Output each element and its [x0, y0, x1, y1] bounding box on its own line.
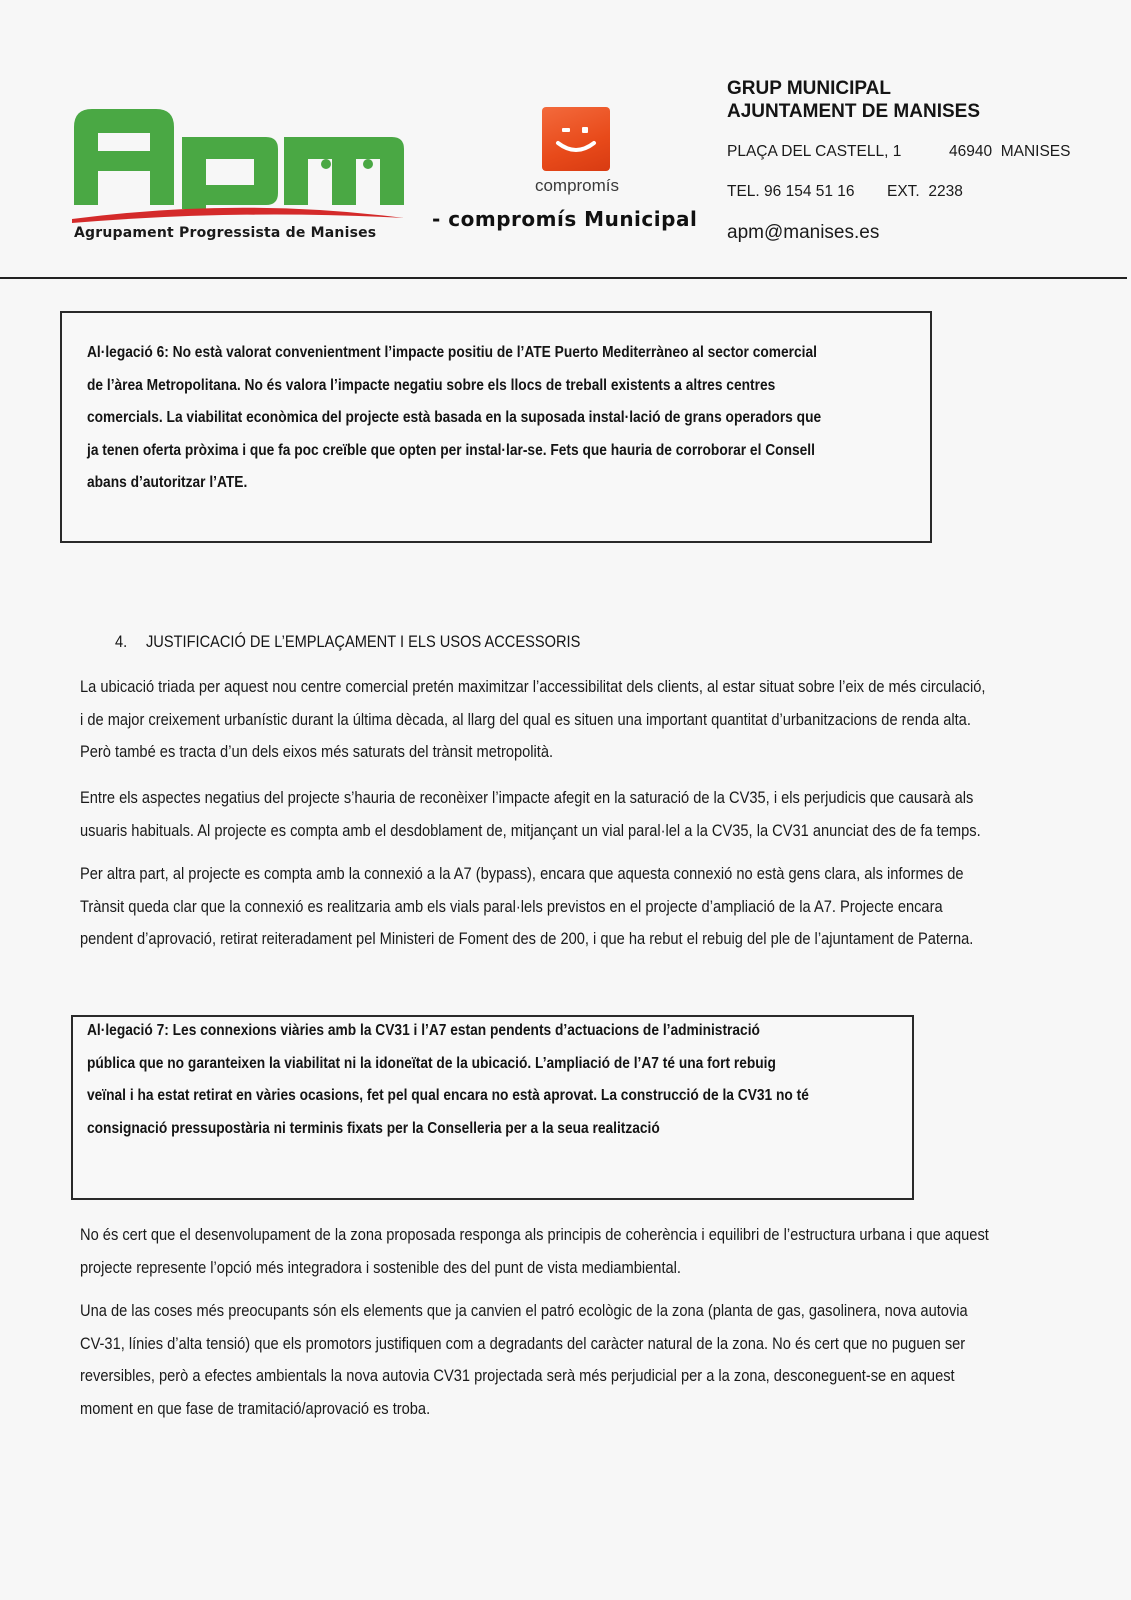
- text-line: Entre els aspectes negatius del projecte s’hauria de reconèixer l’impacte afegit en la saturació de la CV35, i els perjudicis que causarà als: [80, 789, 974, 807]
- org-address: PLAÇA DEL CASTELL, 1: [727, 143, 902, 160]
- section-4-heading: [115, 632, 580, 652]
- header-divider: [0, 277, 1127, 279]
- apm-logo: [70, 105, 415, 245]
- text-line: No és cert que el desenvolupament de la zona proposada responga als principis de coherència i equilibri de l’estructura urbana i que aquest: [80, 1226, 989, 1244]
- compromis-smiley-icon: [542, 107, 610, 171]
- org-title-line1: GRUP MUNICIPAL: [727, 78, 891, 99]
- closing-paragraph-2: [80, 1295, 1030, 1425]
- org-phone: TEL. 96 154 51 16: [727, 183, 855, 200]
- text-line: i de major creixement urbanístic durant la última dècada, al llarg del qual es situen una important quantitat d’urbanitzacions de renda alta.: [80, 710, 971, 729]
- compromis-wordmark: compromís: [534, 176, 620, 195]
- text-line: Trànsit queda clar que la connexió es realitzaria amb els vials paral·lels previstos en el projecte d’ampliació de la A7. Projecte encara: [80, 897, 943, 916]
- text-line: usuaris habituals. Al projecte es compta amb el desdoblament de, mitjançant un vial paral·lel a la CV35, la CV31 anunciat des de fa temps.: [80, 821, 981, 840]
- allegation-6-line: abans d’autoritzar l’ATE.: [87, 474, 248, 491]
- org-postal: 46940 MANISES: [949, 143, 1071, 160]
- text-line: Per altra part, al projecte es compta amb la connexió a la A7 (bypass), encara que aquesta connexió no està gens clara, als informes de: [80, 865, 964, 883]
- allegation-7-text: [87, 1015, 924, 1145]
- compromis-municipal-label: - compromís Municipal: [432, 207, 698, 231]
- allegation-6-text: [87, 337, 953, 500]
- apm-subtitle: Agrupament Progressista de Manises: [74, 225, 377, 241]
- section-4-paragraph-1: [80, 671, 1030, 769]
- org-email: apm@manises.es: [727, 222, 880, 243]
- allegation-6-line: ja tenen oferta pròxima i que fa poc creïble que opten per instal·lar-se. Fets que hauria de corroborar el Consell: [87, 441, 815, 459]
- section-4-paragraph-3: [80, 858, 1030, 956]
- text-line: CV-31, línies d’alta tensió) que els promotors justifiquen com a degradants del caràcter natural de la zona. No és cert que no puguen ser: [80, 1334, 966, 1353]
- allegation-7-line: veïnal i ha estat retirat en vàries ocasions, fet pel qual encara no està aprovat. La construcció de la CV31 no té: [87, 1087, 809, 1104]
- allegation-6-line: de l’àrea Metropolitana. No és valora l’impacte negatiu sobre els llocs de treball existents a altres centres: [87, 376, 776, 394]
- allegation-7-box: [71, 1015, 914, 1200]
- text-line: Però també es tracta d’un dels eixos més saturats del trànsit metropolità.: [80, 743, 554, 761]
- text-line: Una de las coses més preocupants són els elements que ja canvien el patró ecològic de la zona (planta de gas, gasolinera, nova autovia: [80, 1302, 968, 1320]
- section-4-paragraph-2: [80, 782, 1030, 847]
- org-title-line2: AJUNTAMENT DE MANISES: [727, 101, 980, 122]
- allegation-7-line: consignació pressupostària ni terminis fixats per la Conselleria per a la seua realització: [87, 1119, 660, 1137]
- text-line: La ubicació triada per aquest nou centre comercial pretén maximitzar l’accessibilitat dels clients, al estar situat sobre l’eix de més circulació,: [80, 678, 986, 696]
- section-title: JUSTIFICACIÓ DE L’EMPLAÇAMENT I ELS USOS ACCESSORIS: [145, 632, 581, 651]
- apm-logo-mark-icon: [70, 105, 415, 223]
- org-ext: EXT. 2238: [887, 183, 963, 200]
- allegation-6-line: Al·legació 6: No està valorat convenientment l’impacte positiu de l’ATE Puerto Mediterràneo al sector comercial: [87, 344, 817, 361]
- text-line: moment en que fase de tramitació/aprovació es troba.: [80, 1399, 431, 1418]
- allegation-7-line: pública que no garanteixen la viabilitat ni la idoneïtat de la ubicació. L’ampliació de l’A7 té una fort rebuig: [87, 1054, 776, 1072]
- org-contact-block: [727, 77, 1071, 243]
- closing-paragraph-1: [80, 1219, 1030, 1284]
- section-number: 4.: [115, 632, 128, 651]
- text-line: pendent d’aprovació, retirat reiteradament pel Ministeri de Foment des de 200, i que ha rebut el rebuig del ple de l’ajuntament de Paterna.: [80, 930, 974, 948]
- allegation-7-line: Al·legació 7: Les connexions viàries amb la CV31 i l’A7 estan pendents d’actuacions de l’administració: [87, 1022, 760, 1039]
- allegation-6-line: comercials. La viabilitat econòmica del projecte està basada en la suposada instal·lació de grans operadors que: [87, 409, 822, 426]
- text-line: projecte represente l’opció més integradora i sostenible des del punt de vista mediambiental.: [80, 1258, 681, 1277]
- allegation-6-box: [60, 311, 932, 543]
- text-line: reversibles, però a efectes ambientals la nova autovia CV31 projectada serà més perjudicial per a la zona, desconeguent-se en aquest: [80, 1367, 955, 1385]
